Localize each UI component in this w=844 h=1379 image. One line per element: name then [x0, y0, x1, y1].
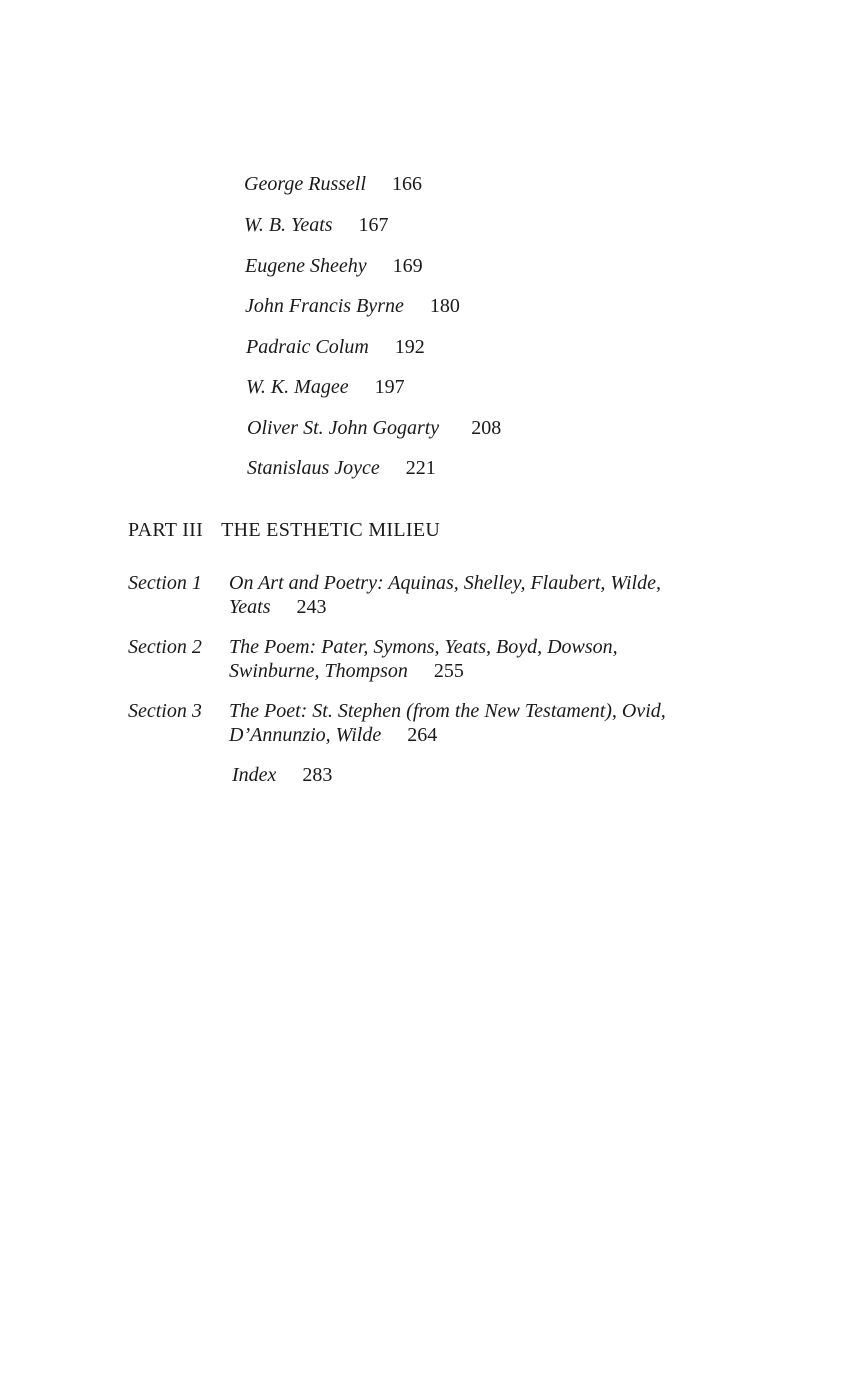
- section-body: [229, 571, 709, 619]
- section-page-number: 243: [296, 596, 327, 618]
- toc-entry-oliver-st-john-gogarty: [247, 416, 501, 440]
- section-body: [229, 635, 701, 683]
- section-label: Section 1: [128, 572, 202, 594]
- section-page-number: 255: [433, 660, 464, 682]
- part-label: PART III: [128, 519, 204, 541]
- section-label: Section 3: [128, 700, 202, 722]
- entry-title: Oliver St. John Gogarty: [247, 417, 440, 439]
- section-page-number: 264: [407, 724, 438, 746]
- toc-entry-wb-yeats: [244, 213, 389, 237]
- section-label: Section 2: [128, 636, 202, 658]
- entry-title: Eugene Sheehy: [245, 255, 367, 277]
- part-heading: [128, 518, 440, 542]
- toc-entry-eugene-sheehy: [245, 254, 423, 278]
- entry-page-number: 180: [429, 295, 460, 317]
- section-text: The Poet: St. Stephen (from the New Testament), Ovid, D’Annunzio, Wilde: [229, 700, 666, 746]
- part-title: THE ESTHETIC MILIEU: [221, 519, 441, 541]
- index-page-number: 283: [302, 764, 333, 786]
- entry-title: John Francis Byrne: [245, 295, 404, 317]
- toc-entry-wk-magee: [246, 375, 405, 399]
- entry-title: W. B. Yeats: [244, 214, 333, 236]
- section-text: On Art and Poetry: Aquinas, Shelley, Flaubert, Wilde, Yeats: [229, 572, 661, 618]
- entry-page-number: 169: [392, 255, 423, 277]
- toc-entry-john-francis-byrne: [245, 294, 460, 318]
- entry-page-number: 167: [358, 214, 389, 236]
- entry-page-number: 192: [394, 336, 425, 358]
- index-label: Index: [232, 764, 277, 786]
- section-text: The Poem: Pater, Symons, Yeats, Boyd, Dowson, Swinburne, Thompson: [229, 636, 618, 682]
- toc-entry-stanislaus-joyce: [247, 456, 436, 480]
- entry-page-number: 221: [405, 457, 436, 479]
- toc-entry-index: [232, 763, 332, 787]
- entry-title: Stanislaus Joyce: [247, 457, 380, 479]
- entry-title: Padraic Colum: [246, 336, 369, 358]
- entry-page-number: 197: [374, 376, 405, 398]
- toc-entry-george-russell: [244, 172, 422, 196]
- toc-entry-padraic-colum: [246, 335, 425, 359]
- entry-page-number: 166: [392, 173, 423, 195]
- entry-page-number: 208: [471, 417, 502, 439]
- entry-title: W. K. Magee: [246, 376, 349, 398]
- entry-title: George Russell: [244, 173, 367, 195]
- section-body: [229, 699, 679, 747]
